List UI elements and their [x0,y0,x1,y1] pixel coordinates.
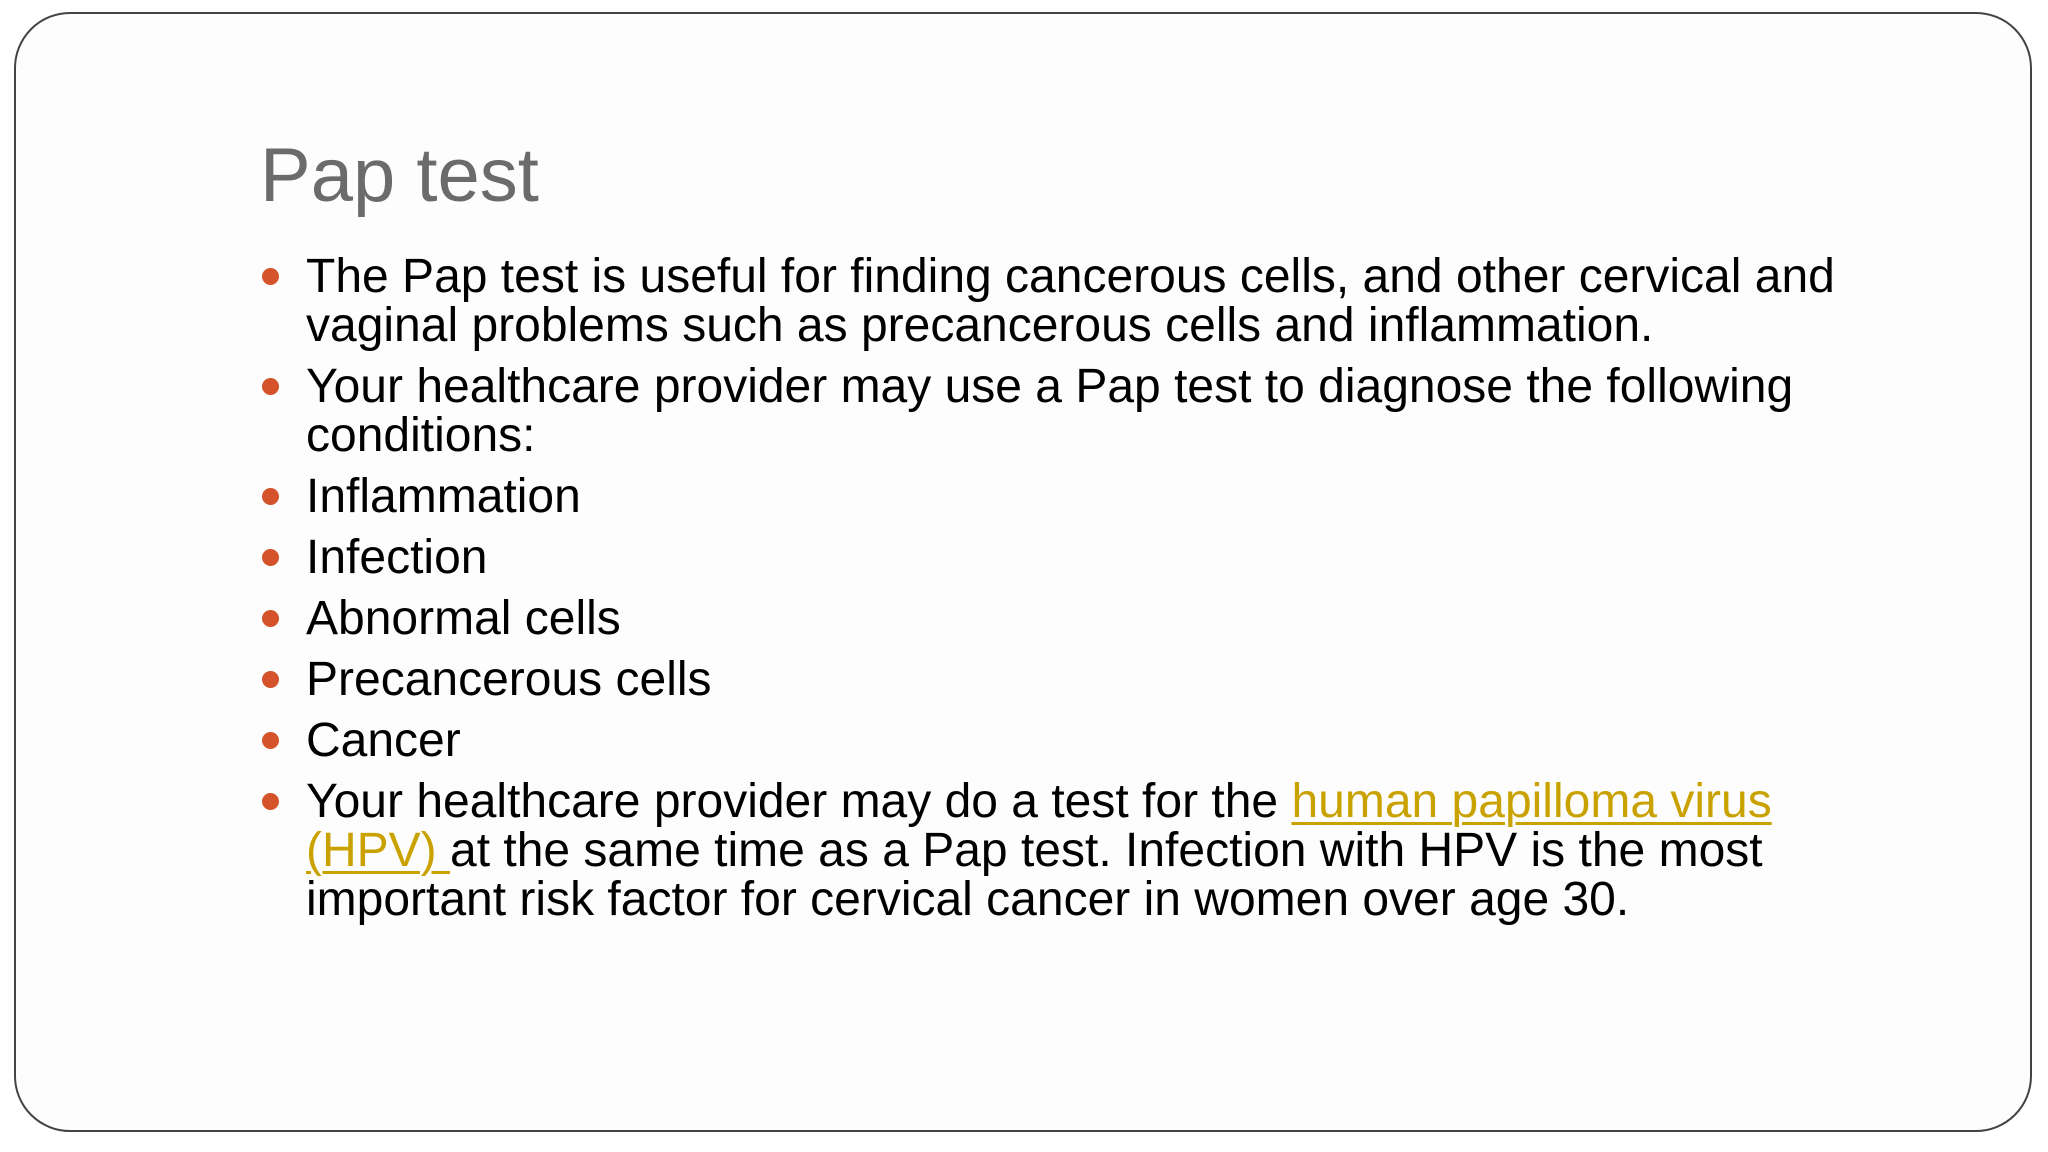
bullet-item [262,533,1862,582]
bullet-dot-icon [262,671,279,688]
bullet-text: The Pap test is useful for finding cancerous cells, and other cervical and vaginal problems such as precancerous cells and inflammation. [306,250,1835,352]
bullet-text: Cancer [306,714,461,767]
bullet-text: Precancerous cells [306,653,712,706]
bullet-dot-icon [262,549,279,566]
bullet-text-prefix: Your healthcare provider may do a test for the [306,775,1292,828]
bullet-item [262,252,1862,350]
bullet-text: Infection [306,531,488,584]
hpv-link[interactable]: human papilloma virus (HPV) [306,775,1772,877]
bullet-dot-icon [262,610,279,627]
bullet-item [262,472,1862,521]
bullet-text-suffix: at the same time as a Pap test. Infection with HPV is the most important risk factor for cervical cancer in women over age 30. [306,824,1763,926]
slide-title: Pap test [260,133,539,218]
bullet-dot-icon [262,268,279,285]
bullet-dot-icon [262,378,279,395]
bullet-list [262,252,1862,936]
bullet-text: Inflammation [306,470,581,523]
bullet-text: Abnormal cells [306,592,621,645]
bullet-dot-icon [262,488,279,505]
bullet-item [262,594,1862,643]
bullet-text: Your healthcare provider may use a Pap test to diagnose the following conditions: [306,360,1794,462]
bullet-item [262,777,1862,924]
bullet-item [262,716,1862,765]
bullet-item [262,362,1862,460]
bullet-dot-icon [262,732,279,749]
bullet-item [262,655,1862,704]
bullet-dot-icon [262,793,279,810]
